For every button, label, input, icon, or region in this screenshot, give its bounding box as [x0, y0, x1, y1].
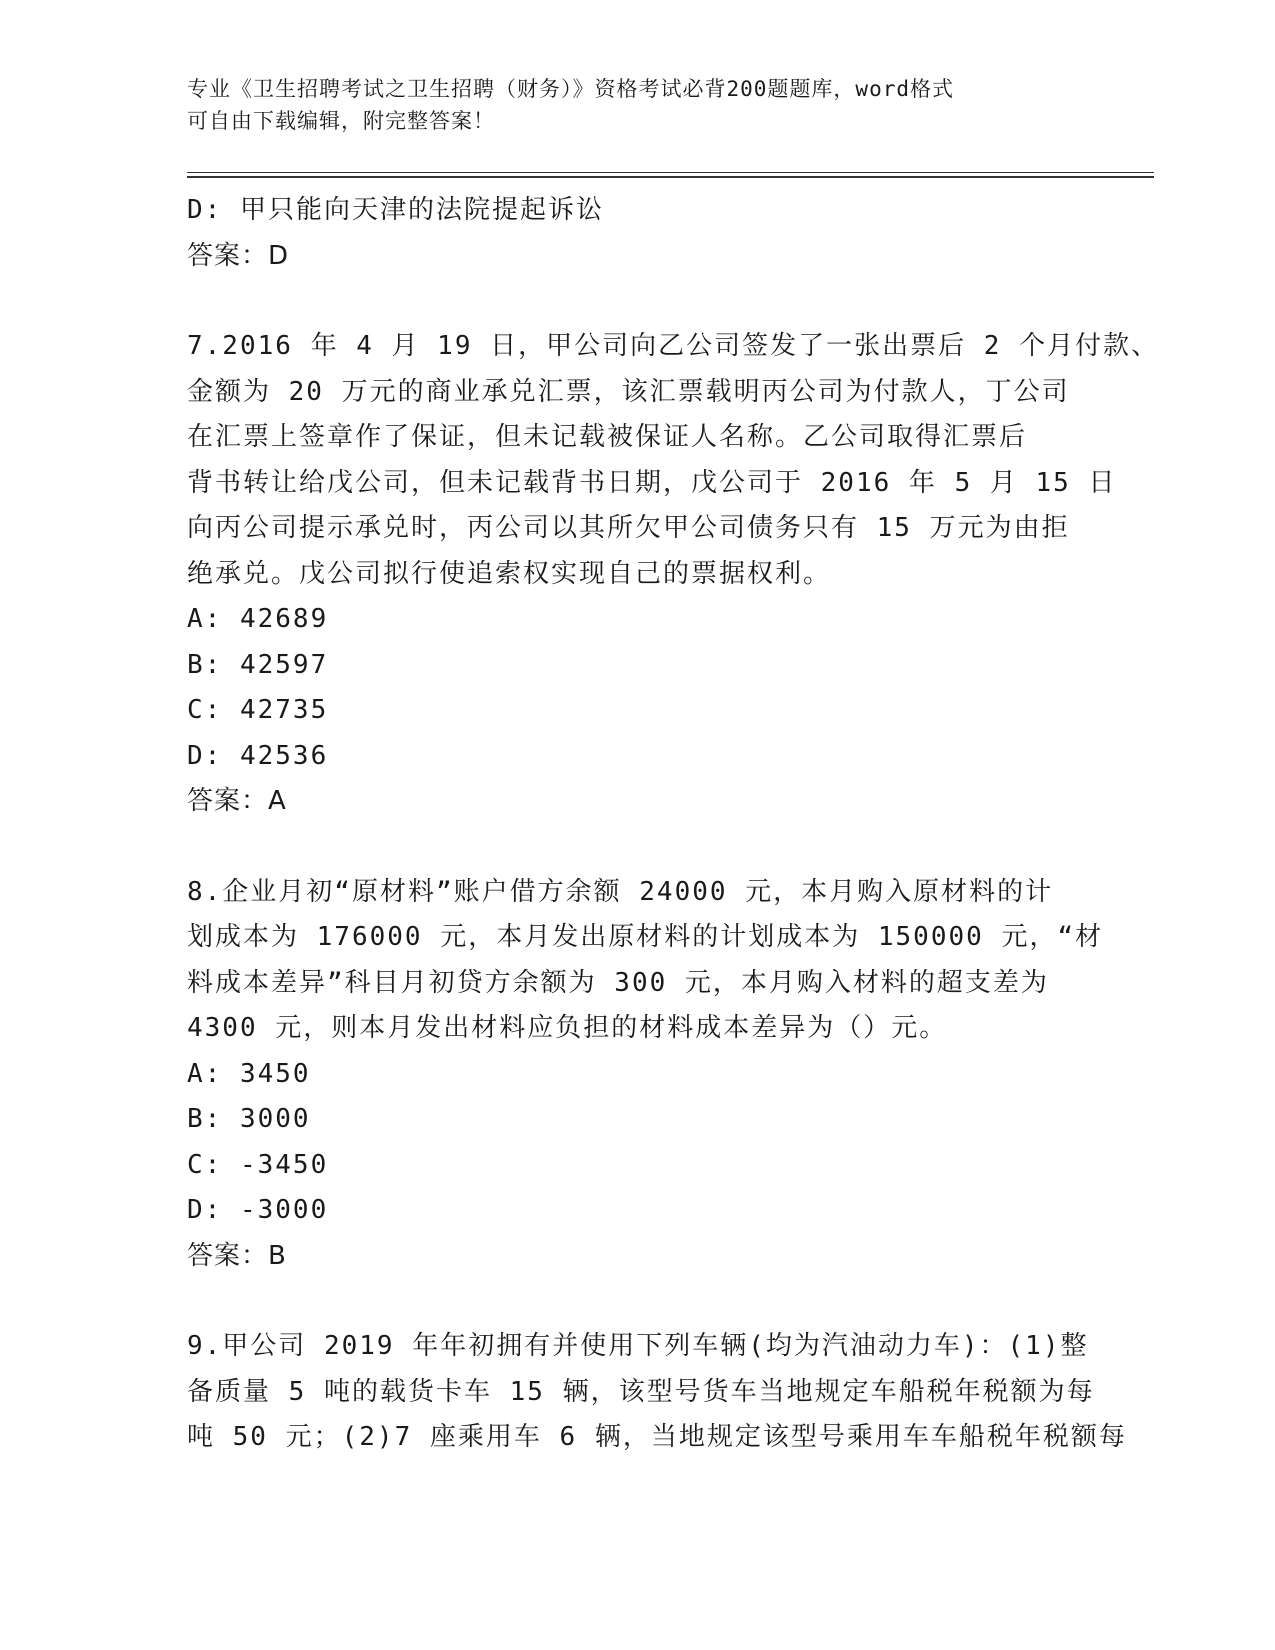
- prev-question-block: [187, 188, 1087, 279]
- header-line-2: 可自由下载编辑，附完整答案！: [187, 109, 495, 133]
- q7-text-line: 在汇票上签章作了保证，但未记载被保证人名称。乙公司取得汇票后: [187, 422, 1028, 452]
- q9-text-line: 备质量 5 吨的载货卡车 15 辆，该型号货车当地规定车船税年税额为每: [187, 1376, 1095, 1407]
- prev-option-d: D: 甲只能向天津的法院提起诉讼: [187, 195, 604, 225]
- spacer: [187, 279, 1087, 324]
- document-body: [187, 188, 1160, 1461]
- q8-option-d: D: -3000: [187, 1195, 329, 1225]
- q8-option-a: A: 3450: [187, 1058, 311, 1089]
- q7-text-line: 向丙公司提示承兑时，丙公司以其所欠甲公司债务只有 15 万元为由拒: [187, 513, 1070, 543]
- q8-answer: 答案：B: [187, 1240, 287, 1271]
- question-7: [187, 324, 1160, 825]
- q7-option-b: B: 42597: [187, 649, 329, 680]
- header-divider-thin: [187, 172, 1154, 173]
- q7-option-a: A: 42689: [187, 604, 329, 634]
- q8-text-line: 划成本为 176000 元，本月发出原材料的计划成本为 150000 元，“材: [187, 922, 1104, 952]
- q8-option-b: B: 3000: [187, 1104, 311, 1134]
- spacer: [187, 825, 1087, 870]
- q7-option-c: C: 42735: [187, 695, 329, 725]
- q7-answer: 答案：A: [187, 786, 287, 816]
- q9-text-line: 9.甲公司 2019 年年初拥有并使用下列车辆(均为汽油动力车)：(1)整: [187, 1331, 1089, 1361]
- q7-text-line: 7.2016 年 4 月 19 日，甲公司向乙公司签发了一张出票后 2 个月付款、: [187, 331, 1160, 361]
- prev-answer: 答案：D: [187, 240, 290, 271]
- q7-text-line: 绝承兑。戊公司拟行使追索权实现自己的票据权利。: [187, 558, 832, 589]
- q7-text-line: 金额为 20 万元的商业承兑汇票，该汇票载明丙公司为付款人，丁公司: [187, 376, 1070, 407]
- q7-option-d: D: 42536: [187, 740, 329, 771]
- q8-text-line: 4300 元，则本月发出材料应负担的材料成本差异为（）元。: [187, 1013, 948, 1043]
- q8-text-line: 料成本差异”科目月初贷方余额为 300 元，本月购入材料的超支差为: [187, 967, 1049, 998]
- header-line-1: 专业《卫生招聘考试之卫生招聘（财务）》资格考试必背200题题库，word格式: [187, 77, 954, 101]
- spacer: [187, 1279, 1087, 1324]
- document-header: [187, 73, 1077, 137]
- q8-option-c: C: -3450: [187, 1149, 329, 1180]
- q9-text-line: 吨 50 元；(2)7 座乘用车 6 辆，当地规定该型号乘用车车船税年税额每: [187, 1422, 1127, 1452]
- q8-text-line: 8.企业月初“原材料”账户借方余额 24000 元，本月购入原材料的计: [187, 876, 1054, 907]
- q7-text-line: 背书转让给戊公司，但未记载背书日期，戊公司于 2016 年 5 月 15 日: [187, 467, 1117, 498]
- question-9: [187, 1324, 1127, 1461]
- header-divider-thick: [187, 176, 1154, 178]
- question-8: [187, 870, 1104, 1280]
